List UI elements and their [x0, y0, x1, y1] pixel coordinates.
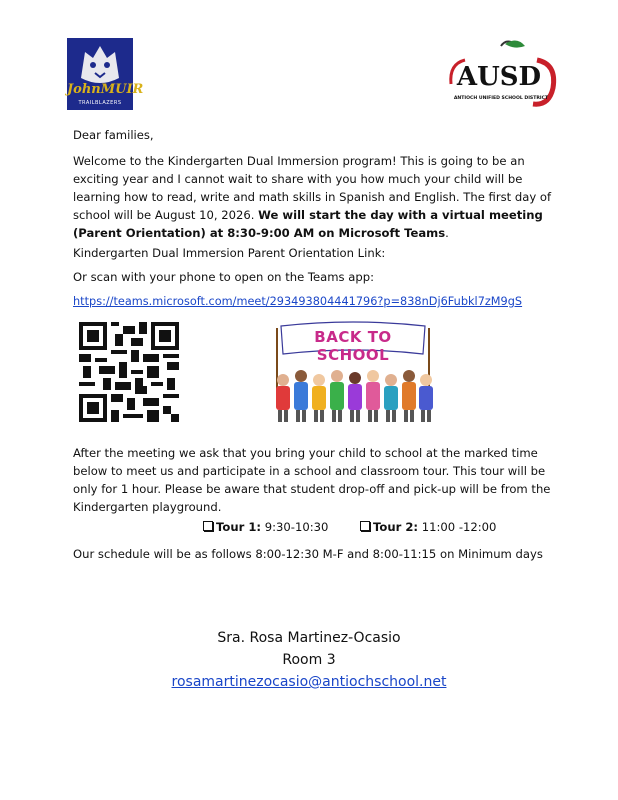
district-name: ANTIOCH UNIFIED SCHOOL DISTRICT — [453, 96, 549, 101]
back-to-school-banner — [263, 318, 443, 428]
tour-2-label: Tour 2: — [373, 520, 419, 534]
district-logo — [445, 38, 557, 110]
checkbox-icon[interactable] — [203, 521, 213, 531]
district-abbr: AUSD — [456, 62, 542, 92]
teacher-email-link[interactable]: rosamartinezocasio@antiochschool.net — [171, 674, 447, 690]
tour-2-option[interactable] — [360, 518, 496, 536]
intro-end: . — [445, 226, 449, 240]
cougar-icon — [67, 38, 133, 88]
teacher-name: Sra. Rosa Martinez-Ocasio — [217, 630, 401, 646]
meeting-highlight: We will start the day with a virtual meeting (Parent Orientation) at 8:30-9:00 AM on Microsoft Teams — [73, 208, 543, 240]
tour-1-label: Tour 1: — [216, 520, 262, 534]
intro-text: Welcome to the Kindergarten Dual Immersion program! This is going to be an exciting year and I cannot wait to share with you how much your child will be learning how to read, write and math skills in Spanish and English. The first day of school will be August 10, 2026. — [73, 154, 552, 222]
tour-1-option[interactable] — [203, 518, 328, 536]
school-logo-text: JohnMUIR — [67, 82, 144, 97]
orientation-link-label: Kindergarten Dual Immersion Parent Orientation Link: — [73, 246, 386, 260]
salutation: Dear families, — [73, 128, 154, 142]
school-logo-subtitle: TRAILBLAZERS — [78, 100, 122, 106]
teams-meeting-link[interactable]: https://teams.microsoft.com/meet/293493804441796?p=838nDj6Fubkl7zM9gS — [73, 295, 523, 308]
back-to-school-text: BACK TO SCHOOL — [314, 328, 392, 364]
qr-code-icon[interactable] — [79, 322, 179, 422]
school-logo — [67, 38, 144, 110]
tour-2-time: 11:00 -12:00 — [421, 520, 497, 534]
schedule-text: Our schedule will be as follows 8:00-12:30 M-F and 8:00-11:15 on Minimum days — [73, 547, 543, 561]
after-meeting-paragraph: After the meeting we ask that you bring your child to school at the marked time below to meet us and participate in a school and classroom tour. This tour will be only for 1 hour. Please be aware that student drop-off and pick-up will be from the Kindergarten playground. — [73, 446, 551, 514]
scan-instruction: Or scan with your phone to open on the Teams app: — [73, 270, 375, 284]
intro-paragraph — [73, 152, 553, 242]
tour-1-time: 9:30-10:30 — [264, 520, 329, 534]
checkbox-icon[interactable] — [360, 521, 370, 531]
room-number: Room 3 — [282, 652, 336, 668]
